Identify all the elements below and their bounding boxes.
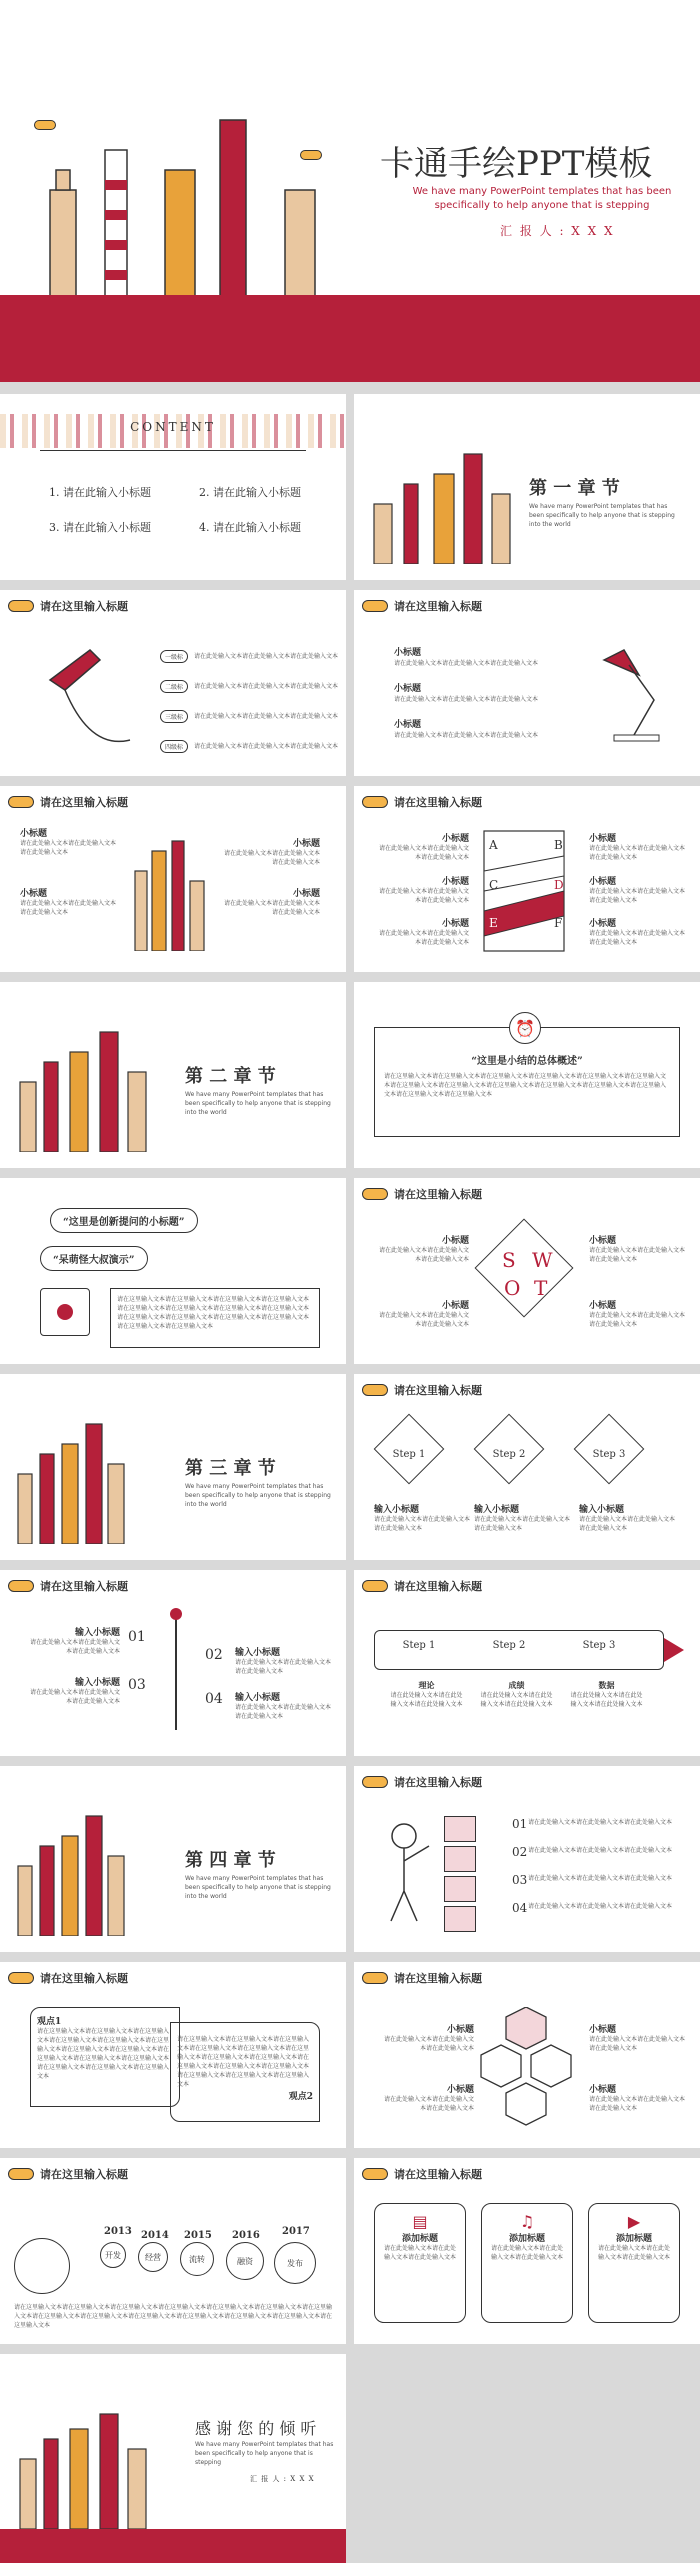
- pen-slide[interactable]: [0, 590, 346, 776]
- body-text: 请在此处输入文本请在此处输入文本请在此处输入文本: [528, 1847, 673, 1854]
- thanks-desc: We have many PowerPoint templates that has been specifically to help anyone that is stepping: [195, 2441, 334, 2466]
- swot-letter: O: [504, 1276, 521, 1300]
- card-title: 添加标题: [401, 2234, 438, 2244]
- tag: 一级标: [160, 650, 188, 663]
- cover-slide[interactable]: [0, 0, 700, 382]
- step-label: Step 2: [492, 1640, 526, 1651]
- body-text: 请在这里输入文本请在这里输入文本请在这里输入文本请在这里输入文本请在这里输入文本请在这里输入文本请在这里输入文本请在这里输入文本请在这里输入文本请在这里输入文本请在这里输入文本请在这里输入文本请在这里输入文本请在这里输入文本: [384, 1073, 667, 1098]
- timeline-node[interactable]: 开发: [100, 2242, 126, 2268]
- header-text: 请在这里输入标题: [394, 1384, 482, 1397]
- swot-letter: W: [532, 1248, 553, 1272]
- slide-header: [362, 1382, 482, 1398]
- body-text: 请在此处输入文本请在此处输入文本请在此处输入文本: [383, 2245, 456, 2261]
- cloud-icon: [362, 1972, 388, 1984]
- chapter-desc: We have many PowerPoint templates that has been specifically to help anyone that is stepping into the world: [185, 1483, 331, 1508]
- slide-header: [362, 1774, 482, 1790]
- music-icon: ♫: [519, 2212, 535, 2231]
- subtitle: 小标题: [446, 2025, 474, 2035]
- body-text: 请在此处输入文本请在此处输入文本请在此处输入文本: [223, 900, 320, 916]
- cover-title: 卡通手绘PPT模板: [380, 144, 653, 184]
- step-label: Step 3: [592, 1449, 626, 1460]
- cloud-icon: [34, 120, 56, 130]
- body-text: 请在此处输入文本请在此处输入文本请在此处输入文本: [474, 1516, 571, 1532]
- year-label: 2016: [232, 2230, 260, 2241]
- body-text: 请在此处输入文本请在此处输入文本请在此处输入文本: [223, 850, 320, 866]
- tag: 四级标: [160, 740, 188, 753]
- body-text: 请在此处输入文本请在此处输入文本请在此处输入文本: [528, 1875, 673, 1882]
- city-skyline-illustration: [10, 1022, 160, 1152]
- steps-slide[interactable]: [354, 1374, 700, 1560]
- subtitle: 小标题: [589, 877, 617, 887]
- header-text: 请在这里输入标题: [394, 1972, 482, 1985]
- thanks-title: 感 谢 您 的 倾 听: [195, 2419, 317, 2438]
- hand-pen-icon: [30, 630, 150, 760]
- body-text: 请在此处输入文本请在此处输入文本请在此处输入文本: [589, 930, 686, 946]
- slide-header: [362, 598, 482, 614]
- body-text: 请在此处输入文本请在此处输入文本请在此处输入文本: [194, 743, 339, 750]
- body-text: 请在此处输入文本请在此处输入文本请在此处输入文本: [235, 1659, 332, 1675]
- chapter-title: 第 一 章 节: [529, 478, 620, 499]
- header-text: 请在这里输入标题: [394, 796, 482, 809]
- timeline-node[interactable]: 融资: [226, 2242, 264, 2280]
- viewpoint-box: [170, 2022, 320, 2122]
- pacman-icon: [14, 2238, 70, 2294]
- red-band: [0, 2529, 346, 2563]
- slide-header: [8, 598, 128, 614]
- number-label: 03: [512, 1873, 528, 1887]
- speech-bubble: “这里是创新提问的小标题”: [50, 1208, 198, 1233]
- header-text: 请在这里输入标题: [40, 1972, 128, 1985]
- subtitle: 小标题: [589, 834, 617, 844]
- subtitle: 小标题: [589, 2085, 617, 2095]
- card: [481, 2203, 573, 2323]
- swot-slide[interactable]: [354, 1178, 700, 1364]
- number-label: 01: [512, 1817, 528, 1831]
- chapter-desc: We have many PowerPoint templates that has been specifically to help anyone that is stepping into the world: [185, 1091, 331, 1116]
- number-label: 03: [128, 1677, 146, 1693]
- subtitle: 小标题: [20, 829, 48, 839]
- card-title: 添加标题: [508, 2234, 545, 2244]
- pencil-tip: [664, 1638, 684, 1662]
- body-text: 请在此处输入文本请在此处输入文本请在此处输入文本: [528, 1819, 673, 1826]
- body-text: 请在此处输入文本请在此处输入文本请在此处输入文本: [390, 1692, 463, 1708]
- contents-slide[interactable]: [0, 394, 346, 580]
- letter-label: C: [489, 878, 499, 892]
- year-label: 2015: [184, 2230, 212, 2241]
- number-label: 04: [512, 1901, 528, 1915]
- chapter-desc: We have many PowerPoint templates that has been specifically to help anyone that is stepping into the world: [185, 1875, 331, 1900]
- letter-label: A: [489, 838, 498, 852]
- header-text: 请在这里输入标题: [394, 2168, 482, 2181]
- subtitle: 小标题: [20, 889, 48, 899]
- timeline-axis: [175, 1610, 177, 1730]
- number-label: 01: [128, 1629, 146, 1645]
- subtitle: 小标题: [589, 919, 617, 929]
- header-text: 请在这里输入标题: [40, 600, 128, 613]
- body-text: 请在这里输入文本请在这里输入文本请在这里输入文本请在这里输入文本请在这里输入文本请在这里输入文本请在这里输入文本请在这里输入文本请在这里输入文本请在这里输入文本请在这里输入文本请在这里输入文本请在这里输入文本请在这里输入文本: [37, 2028, 170, 2080]
- slide-header: [362, 794, 482, 810]
- cloud-icon: [362, 1580, 388, 1592]
- cloud-icon: [362, 1776, 388, 1788]
- body-text: 请在此处输入文本请在此处输入文本请在此处输入文本: [589, 1312, 686, 1328]
- chapter1-slide[interactable]: [354, 394, 700, 580]
- thanks-reporter: 汇 报 人 : X X X: [250, 2475, 315, 2483]
- cards-slide[interactable]: [354, 2158, 700, 2344]
- body-text: 请在这里输入文本请在这里输入文本请在这里输入文本请在这里输入文本请在这里输入文本请在这里输入文本请在这里输入文本请在这里输入文本请在这里输入文本请在这里输入文本请在这里输入文本请在这里输入文本请在这里输入文本请在这里输入文本: [117, 1296, 310, 1330]
- header-text: 请在这里输入标题: [394, 1188, 482, 1201]
- body-text: 请在此处输入文本请在此处输入文本请在此处输入文本: [589, 2096, 686, 2112]
- viewpoint-box: [30, 2007, 180, 2107]
- mug-slide[interactable]: [0, 1178, 346, 1364]
- cloud-icon: [8, 600, 34, 612]
- city-skyline-illustration: [10, 2409, 170, 2529]
- subtitle: 小标题: [441, 1301, 469, 1311]
- thanks-slide[interactable]: [0, 2354, 346, 2563]
- tag: 二级标: [160, 680, 188, 693]
- step-label: Step 1: [402, 1640, 436, 1651]
- body-text: 请在这里输入文本请在这里输入文本请在这里输入文本请在这里输入文本请在这里输入文本请在这里输入文本请在这里输入文本请在这里输入文本请在这里输入文本请在这里输入文本请在这里输入文本请在这里输入文本请在这里输入文本请在这里输入文本: [14, 2304, 333, 2329]
- book-icon: ▤: [412, 2212, 428, 2231]
- timeline-node[interactable]: 经营: [138, 2242, 168, 2272]
- body-text: 请在此处输入文本请在此处输入文本请在此处输入文本: [394, 696, 539, 703]
- number-label: 02: [512, 1845, 528, 1859]
- chapter4-slide[interactable]: [0, 1766, 346, 1952]
- letter-label: E: [489, 916, 498, 930]
- body-text: 请在此处输入文本请在此处输入文本请在此处输入文本: [589, 2036, 686, 2052]
- cover-reporter: 汇 报 人 : X X X: [500, 224, 615, 238]
- subtitle: 小标题: [441, 834, 469, 844]
- slide-header: [8, 1970, 128, 1986]
- city-skyline-illustration: [10, 110, 330, 310]
- subtitle: 小标题: [441, 1236, 469, 1246]
- body-text: 请在此处输入文本请在此处输入文本请在此处输入文本: [394, 732, 539, 739]
- chapter-title: 第 四 章 节: [185, 1850, 276, 1871]
- slide-header: [362, 1970, 482, 1986]
- body-text: 请在此处输入文本请在此处输入文本请在此处输入文本: [394, 660, 539, 667]
- node-dot: [170, 1608, 182, 1620]
- body-text: 请在此处输入文本请在此处输入文本请在此处输入文本: [194, 683, 339, 690]
- step-label: Step 1: [392, 1449, 426, 1460]
- step-name: 数据: [598, 1680, 615, 1690]
- feature-icon-box: [444, 1816, 476, 1842]
- chapter2-slide[interactable]: [0, 982, 346, 1168]
- body-text: 请在此处输入文本请在此处输入文本请在此处输入文本: [378, 930, 469, 946]
- body-text: 请在此处输入文本请在此处输入文本请在此处输入文本: [480, 1692, 553, 1708]
- year-label: 2013: [104, 2226, 132, 2237]
- subtitle: 小标题: [441, 877, 469, 887]
- step-label: Step 2: [492, 1449, 526, 1460]
- chapter-title: 第 三 章 节: [185, 1458, 276, 1479]
- subtitle: 小标题: [446, 2085, 474, 2095]
- input-subtitle: 输入小标题: [235, 1693, 281, 1703]
- header-text: 请在这里输入标题: [394, 1776, 482, 1789]
- number-label: 04: [205, 1691, 223, 1707]
- slide-header: [362, 1186, 482, 1202]
- contents-item[interactable]: 2. 请在此输入小标题: [199, 486, 301, 499]
- contents-heading: CONTENT: [130, 420, 216, 434]
- body-text: 请在此处输入文本请在此处输入文本请在此处输入文本: [490, 2245, 563, 2261]
- desk-lamp-icon: [584, 640, 684, 750]
- viewpoints-slide[interactable]: [0, 1962, 346, 2148]
- subtitle: 小标题: [394, 684, 422, 694]
- subtitle: 小标题: [394, 648, 422, 658]
- city-skyline-illustration: [130, 831, 210, 951]
- cover-red-band: [0, 295, 700, 382]
- feature-icon-box: [444, 1846, 476, 1872]
- body-text: 请在此处输入文本请在此处输入文本请在此处输入文本: [30, 1639, 121, 1655]
- number-label: 02: [205, 1647, 223, 1663]
- body-text: 请在此处输入文本请在此处输入文本请在此处输入文本: [383, 2036, 474, 2052]
- subtitle: 小标题: [589, 2025, 617, 2035]
- body-text: 请在这里输入文本请在这里输入文本请在这里输入文本请在这里输入文本请在这里输入文本请在这里输入文本请在这里输入文本请在这里输入文本请在这里输入文本请在这里输入文本请在这里输入文本请在这里输入文本请在这里输入文本请在这里输入文本: [177, 2036, 310, 2088]
- speech-bubble: “呆萌怪大叔演示”: [40, 1246, 148, 1271]
- teacher-slide[interactable]: [354, 1766, 700, 1952]
- cover-subtitle: We have many PowerPoint templates that has been specifically to help anyone that is stepping: [412, 186, 672, 211]
- card: [588, 2203, 680, 2323]
- city-skyline-illustration: [364, 444, 514, 564]
- slide-header: [8, 794, 128, 810]
- tag: 三级标: [160, 710, 188, 723]
- body-text: 请在此处输入文本请在此处输入文本请在此处输入文本: [378, 845, 469, 861]
- step-label: Step 3: [582, 1640, 616, 1651]
- swot-diamond: [475, 1219, 574, 1318]
- teacher-figure-icon: [379, 1816, 439, 1926]
- video-icon: ▶: [627, 2212, 641, 2231]
- input-subtitle: 输入小标题: [235, 1648, 281, 1658]
- year-label: 2017: [282, 2226, 310, 2237]
- body-text: 请在此处输入文本请在此处输入文本请在此处输入文本: [378, 888, 469, 904]
- hexagon-icons: [476, 2007, 586, 2137]
- body-text: 请在此处输入文本请在此处输入文本请在此处输入文本: [194, 713, 339, 720]
- input-subtitle: 输入小标题: [74, 1628, 120, 1638]
- feature-icon-box: [444, 1876, 476, 1902]
- timeline-node[interactable]: 流转: [180, 2242, 214, 2276]
- header-text: 请在这里输入标题: [40, 1580, 128, 1593]
- card: [374, 2203, 466, 2323]
- body-text: 请在此处输入文本请在此处输入文本请在此处输入文本: [528, 1903, 673, 1910]
- body-text: 请在此处输入文本请在此处输入文本请在此处输入文本: [383, 2096, 474, 2112]
- body-text: 请在此处输入文本请在此处输入文本请在此处输入文本: [20, 900, 117, 916]
- step-name: 成绩: [508, 1680, 525, 1690]
- viewpoint-label: 观点2: [288, 2092, 313, 2102]
- hexagon-slide[interactable]: [354, 1962, 700, 2148]
- body-text: 请在此处输入文本请在此处输入文本请在此处输入文本: [374, 1516, 471, 1532]
- letter-label: D: [554, 878, 564, 892]
- header-text: 请在这里输入标题: [40, 2168, 128, 2181]
- body-text: 请在此处输入文本请在此处输入文本请在此处输入文本: [597, 2245, 670, 2261]
- card-title: 添加标题: [615, 2234, 652, 2244]
- slide-header: [362, 1578, 482, 1594]
- subtitle: 小标题: [589, 1236, 617, 1246]
- subtitle: 小标题: [589, 1301, 617, 1311]
- cloud-icon: [8, 2168, 34, 2180]
- summary-slide[interactable]: [354, 982, 700, 1168]
- slide-header: [362, 2166, 482, 2182]
- subtitle: 小标题: [394, 720, 422, 730]
- body-text: 请在此处输入文本请在此处输入文本请在此处输入文本: [235, 1704, 332, 1720]
- viewpoint-label: 观点1: [37, 2017, 62, 2027]
- body-text: 请在此处输入文本请在此处输入文本请在此处输入文本: [589, 888, 686, 904]
- contents-item[interactable]: 3. 请在此输入小标题: [49, 521, 151, 534]
- subtitle: 小标题: [292, 839, 320, 849]
- mug-icon: [40, 1288, 90, 1336]
- subtitle: 小标题: [441, 919, 469, 929]
- swot-letter: T: [534, 1276, 548, 1300]
- subtitle: 小标题: [292, 889, 320, 899]
- body-text: 请在此处输入文本请在此处输入文本请在此处输入文本: [570, 1692, 643, 1708]
- body-text: 请在此处输入文本请在此处输入文本请在此处输入文本: [378, 1247, 469, 1263]
- cloud-icon: [362, 796, 388, 808]
- swot-letter: S: [502, 1248, 516, 1272]
- cloud-icon: [300, 150, 322, 160]
- input-subtitle: 输入小标题: [74, 1678, 120, 1688]
- header-text: 请在这里输入标题: [394, 600, 482, 613]
- cloud-icon: [362, 2168, 388, 2180]
- cloud-icon: [362, 1188, 388, 1200]
- body-text: 请在此处输入文本请在此处输入文本请在此处输入文本: [194, 653, 339, 660]
- cloud-icon: [8, 1580, 34, 1592]
- feature-icon-box: [444, 1906, 476, 1932]
- city-skyline-illustration: [10, 1414, 130, 1544]
- alarm-clock-icon: ⏰: [509, 1012, 541, 1044]
- body-text: 请在此处输入文本请在此处输入文本请在此处输入文本: [20, 840, 117, 856]
- city-skyline-illustration: [10, 1806, 130, 1936]
- input-subtitle: 输入小标题: [374, 1505, 420, 1515]
- body-text: 请在此处输入文本请在此处输入文本请在此处输入文本: [30, 1689, 121, 1705]
- cloud-icon: [8, 1972, 34, 1984]
- header-text: 请在这里输入标题: [394, 1580, 482, 1593]
- numbers-slide[interactable]: [0, 1570, 346, 1756]
- cloud-icon: [362, 1384, 388, 1396]
- summary-quote: “这里是小结的总体概述”: [471, 1056, 583, 1067]
- pencil-steps-slide[interactable]: [354, 1570, 700, 1756]
- header-text: 请在这里输入标题: [40, 796, 128, 809]
- contents-item[interactable]: 1. 请在此输入小标题: [49, 486, 151, 499]
- input-subtitle: 输入小标题: [579, 1505, 625, 1515]
- lamp-slide[interactable]: [354, 590, 700, 776]
- contents-item[interactable]: 4. 请在此输入小标题: [199, 521, 301, 534]
- letter-label: B: [554, 838, 563, 852]
- slide-header: [8, 1578, 128, 1594]
- body-text: 请在此处输入文本请在此处输入文本请在此处输入文本: [589, 1247, 686, 1263]
- body-text: 请在此处输入文本请在此处输入文本请在此处输入文本: [589, 845, 686, 861]
- cloud-icon: [362, 600, 388, 612]
- chapter-desc: We have many PowerPoint templates that has been specifically to help anyone that is stepping into the world: [529, 503, 675, 528]
- body-text: 请在此处输入文本请在此处输入文本请在此处输入文本: [579, 1516, 676, 1532]
- letter-label: F: [554, 916, 563, 930]
- year-label: 2014: [141, 2230, 169, 2241]
- step-name: 理论: [418, 1680, 435, 1690]
- buildings-slide[interactable]: [0, 786, 346, 972]
- divider: [40, 450, 306, 451]
- abcdef-slide[interactable]: [354, 786, 700, 972]
- input-subtitle: 输入小标题: [474, 1505, 520, 1515]
- chapter3-slide[interactable]: [0, 1374, 346, 1560]
- timeline-slide[interactable]: [0, 2158, 346, 2344]
- body-text: 请在此处输入文本请在此处输入文本请在此处输入文本: [378, 1312, 469, 1328]
- timeline-node[interactable]: 发布: [274, 2242, 316, 2284]
- slide-header: [8, 2166, 128, 2182]
- cloud-icon: [8, 796, 34, 808]
- chapter-title: 第 二 章 节: [185, 1066, 276, 1087]
